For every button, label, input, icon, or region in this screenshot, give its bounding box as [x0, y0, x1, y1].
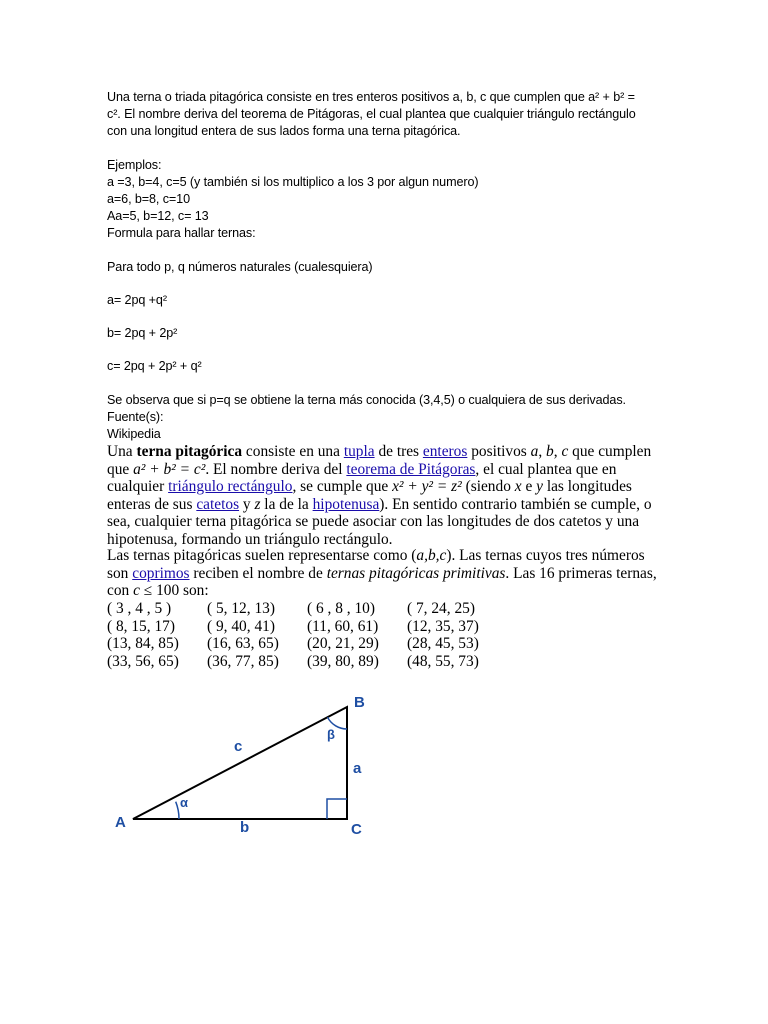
table-cell: (16, 63, 65)	[207, 635, 279, 653]
text: y	[239, 495, 255, 513]
intro-line: con una longitud entera de sus lados forma una terna pitagórica.	[107, 124, 461, 138]
angle-label-beta: β	[327, 727, 335, 742]
term-bold: terna pitagórica	[136, 443, 243, 460]
link-catetos[interactable]: catetos	[196, 495, 240, 513]
text: las longitudes enteras de sus	[107, 478, 632, 513]
text: ,	[553, 443, 562, 460]
var-y: y	[536, 478, 543, 495]
side-label-c: c	[234, 738, 243, 755]
text: (siendo	[461, 478, 515, 495]
angle-label-alpha: α	[180, 795, 188, 810]
alpha-arc	[176, 802, 179, 819]
var-a: a	[530, 443, 539, 460]
var-z: z	[254, 495, 261, 513]
table-cell: (48, 55, 73)	[407, 652, 479, 670]
text: reciben el nombre de	[189, 564, 327, 582]
text: positivos	[467, 443, 531, 460]
table-cell: (12, 35, 37)	[407, 617, 479, 635]
example-line: Aa=5, b=12, c= 13	[107, 209, 209, 223]
link-hipotenusa[interactable]: hipotenusa	[312, 495, 380, 513]
link-enteros[interactable]: enteros	[422, 443, 468, 460]
right-angle-marker	[327, 799, 347, 819]
text: . El nombre deriva del	[205, 460, 347, 478]
table-cell: (20, 21, 29)	[307, 635, 379, 653]
formula-intro: Para todo p, q números naturales (cualesquiera)	[107, 260, 373, 274]
link-coprimos[interactable]: coprimos	[132, 564, 190, 582]
formula-heading: Formula para hallar ternas:	[107, 226, 256, 240]
triangle-shape	[133, 707, 347, 819]
text: ). En sentido contrario también se cumple, o sea, cualquier terna pitagórica se puede asociar con las longitudes de dos catetos y una hipotenusa, formando un triángulo rectángulo.	[107, 495, 652, 548]
examples-heading: Ejemplos:	[107, 158, 162, 172]
link-teorema-pitagoras[interactable]: teorema de Pitágoras	[346, 460, 476, 478]
text: consiste en una	[242, 443, 344, 460]
term-primitivas: ternas pitagóricas primitivas	[326, 564, 506, 582]
link-triangulo-rectangulo[interactable]: triángulo rectángulo	[168, 478, 293, 495]
example-line: a=6, b=8, c=10	[107, 192, 190, 206]
table-cell: (13, 84, 85)	[107, 635, 179, 653]
vertex-label-b: B	[354, 694, 365, 711]
table-cell: (39, 80, 89)	[307, 652, 379, 670]
table-cell: (11, 60, 61)	[307, 617, 379, 635]
text: , se cumple que	[292, 478, 393, 495]
text: Las ternas pitagóricas suelen representarse como (	[107, 547, 417, 564]
formula-c: c= 2pq + 2p² + q²	[107, 359, 202, 373]
vertex-label-a: A	[115, 814, 126, 831]
text: e	[521, 478, 537, 495]
table-cell: ( 8, 15, 17)	[107, 617, 175, 635]
table-cell: ( 9, 40, 41)	[207, 617, 275, 635]
table-cell: ( 7, 24, 25)	[407, 600, 475, 617]
text: , el cual plantea que en cualquier	[107, 460, 617, 495]
source-name: Wikipedia	[107, 427, 161, 441]
text: la de la	[260, 495, 313, 513]
equation-abc: a² + b² = c²	[133, 460, 206, 478]
var-b: b	[546, 443, 554, 460]
text: Una	[107, 443, 137, 460]
equation-xyz: x² + y² = z²	[392, 478, 462, 495]
source-label: Fuente(s):	[107, 410, 164, 424]
table-cell: (36, 77, 85)	[207, 652, 279, 670]
text: de tres	[374, 443, 423, 460]
intro-line: c². El nombre deriva del teorema de Pitágoras, el cual plantea que cualquier triángulo rectángulo	[107, 107, 636, 121]
var-c: c	[561, 443, 569, 460]
observation-text: Se observa que si p=q se obtiene la terna más conocida (3,4,5) o cualquiera de sus derivadas.	[107, 393, 626, 407]
link-tupla[interactable]: tupla	[343, 443, 375, 460]
table-cell: ( 3 , 4 , 5 )	[107, 600, 172, 617]
intro-line: Una terna o triada pitagórica consiste en tres enteros positivos a, b, c que cumplen que a² + b² =	[107, 90, 635, 104]
text: . Las 16 primeras ternas, con	[107, 564, 657, 599]
formula-b: b= 2pq + 2p²	[107, 326, 178, 340]
vertex-label-c: C	[351, 821, 362, 838]
table-cell: ( 6 , 8 , 10)	[307, 600, 375, 617]
side-label-a: a	[353, 760, 362, 777]
table-cell: ( 5, 12, 13)	[207, 600, 275, 617]
text: ). Las ternas cuyos tres números son	[107, 547, 645, 582]
text: ,	[538, 443, 547, 460]
var-c: c	[133, 582, 140, 599]
var-abc: a,b,c	[416, 547, 447, 564]
side-label-b: b	[240, 819, 250, 836]
text: ≤ 100 son:	[139, 582, 209, 599]
table-cell: (33, 56, 65)	[107, 652, 179, 670]
formula-a: a= 2pq +q²	[107, 293, 167, 307]
example-line: a =3, b=4, c=5 (y también si los multiplico a los 3 por algun numero)	[107, 175, 479, 189]
table-cell: (28, 45, 53)	[407, 635, 479, 653]
var-x: x	[514, 478, 522, 495]
text: que cumplen que	[107, 443, 652, 478]
